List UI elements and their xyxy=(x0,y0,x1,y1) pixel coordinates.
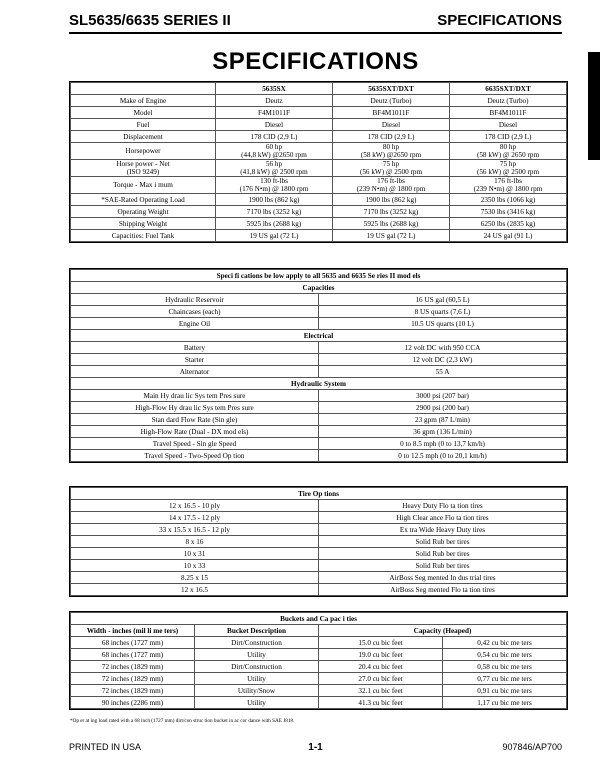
spec-row xyxy=(71,107,567,119)
spec-label: Hydraulic Reservoir xyxy=(71,294,319,306)
capacity-cubic-meters: 0,54 cu bic me ters xyxy=(443,649,567,661)
page-number: 1-1 xyxy=(308,742,323,753)
bucket-width: 68 inches (1727 mm) xyxy=(71,637,195,649)
spec-value: 130 ft-lbs (176 N•m) @ 1800 rpm xyxy=(216,177,333,194)
spec-value: 19 US gal (72 L) xyxy=(333,230,450,242)
spec-value: 2350 lbs (1066 kg) xyxy=(450,194,567,206)
spec-value: Diesel xyxy=(333,119,450,131)
spec-row xyxy=(71,390,567,402)
tire-type: AirBoss Seg mented In dus trial tires xyxy=(319,572,567,584)
bucket-row xyxy=(71,637,567,649)
spec-value: BF4M1011F xyxy=(333,107,450,119)
spec-value: 7530 lbs (3416 kg) xyxy=(450,206,567,218)
spec-value: Diesel xyxy=(450,119,567,131)
bucket-row xyxy=(71,673,567,685)
table-title-row xyxy=(71,613,567,625)
spec-label: Horse power - Net (ISO 9249) xyxy=(71,160,216,177)
spec-label: Model xyxy=(71,107,216,119)
capacity-cubic-feet: 27.0 cu bic feet xyxy=(319,673,443,685)
section-heading-row xyxy=(71,378,567,390)
bucket-width: 72 inches (1829 mm) xyxy=(71,673,195,685)
spec-row xyxy=(71,143,567,160)
capacity-cubic-meters: 1,17 cu bic me ters xyxy=(443,697,567,709)
table-title: Tire Op tions xyxy=(71,488,567,500)
section-heading-row xyxy=(71,282,567,294)
column-header-row xyxy=(71,625,567,637)
spec-label: Starter xyxy=(71,354,319,366)
column-header: Bucket Description xyxy=(195,625,319,637)
model-column-header: 5635SX xyxy=(216,83,333,95)
spec-row xyxy=(71,194,567,206)
section-tab-marker xyxy=(588,52,600,160)
spec-label: Travel Speed - Two-Speed Op tion xyxy=(71,450,319,462)
spec-row xyxy=(71,131,567,143)
tire-size: 12 x 16.5 - 10 ply xyxy=(71,500,319,512)
spec-row xyxy=(71,318,567,330)
bucket-description: Utility xyxy=(195,673,319,685)
spec-label: Stan dard Flow Rate (Sin gle) xyxy=(71,414,319,426)
bucket-width: 72 inches (1829 mm) xyxy=(71,661,195,673)
buckets-capacities-table xyxy=(70,612,567,709)
footnote: *Op er at ing load rated with a 68 inch (1727 mm) dirt/con struc tion bucket in ac cor dance with SAE J818. xyxy=(70,718,295,724)
spec-value: 178 CID (2,9 L) xyxy=(333,131,450,143)
spec-row xyxy=(71,414,567,426)
column-header: Capacity (Heaped) xyxy=(319,625,567,637)
spec-row xyxy=(71,177,567,194)
spec-value: 176 ft-lbs (239 N•m) @ 1800 rpm xyxy=(450,177,567,194)
tire-type: Solid Rub ber tires xyxy=(319,536,567,548)
model-column-header: 6635SXT/DXT xyxy=(450,83,567,95)
spec-label: Capacities: Fuel Tank xyxy=(71,230,216,242)
tire-row xyxy=(71,548,567,560)
spec-row xyxy=(71,354,567,366)
spec-label: Shipping Weight xyxy=(71,218,216,230)
tire-row xyxy=(71,584,567,596)
tire-size: 8 x 16 xyxy=(71,536,319,548)
spec-value: 23 gpm (87 L/min) xyxy=(319,414,567,426)
spec-label: Battery xyxy=(71,342,319,354)
spec-value: 12 volt DC with 950 CCA xyxy=(319,342,567,354)
spec-value: 80 hp (58 kW) @ 2650 rpm xyxy=(450,143,567,160)
spec-value: Deutz xyxy=(216,95,333,107)
section-heading: Capacities xyxy=(71,282,567,294)
spec-row xyxy=(71,160,567,177)
spec-row xyxy=(71,294,567,306)
spec-label: High-Flow Rate (Dual - DX mod els) xyxy=(71,426,319,438)
tire-size: 12 x 16.5 xyxy=(71,584,319,596)
tire-type: Heavy Duty Flo ta tion tires xyxy=(319,500,567,512)
spec-value: BF4M1011F xyxy=(450,107,567,119)
spec-value: 6250 lbs (2835 kg) xyxy=(450,218,567,230)
spec-row xyxy=(71,366,567,378)
spec-value: 36 gpm (136 L/min) xyxy=(319,426,567,438)
spec-label: Main Hy drau lic Sys tem Pres sure xyxy=(71,390,319,402)
tire-row xyxy=(71,572,567,584)
models-spec-table xyxy=(70,82,567,242)
bucket-width: 72 inches (1829 mm) xyxy=(71,685,195,697)
spec-label: Engine Oil xyxy=(71,318,319,330)
bucket-description: Dirt/Construction xyxy=(195,637,319,649)
document-number: 907846/AP700 xyxy=(502,742,562,752)
spec-row xyxy=(71,218,567,230)
spec-label: High-Flow Hy drau lic Sys tem Pres sure xyxy=(71,402,319,414)
spec-value: 178 CID (2,9 L) xyxy=(216,131,333,143)
spec-value: 0 to 8.5 mph (0 to 13,7 km/h) xyxy=(319,438,567,450)
tire-type: High Clear ance Flo ta tion tires xyxy=(319,512,567,524)
tire-type: AirBoss Seg mented Flo ta tion tires xyxy=(319,584,567,596)
footer-printed: PRINTED IN USA xyxy=(69,742,142,752)
capacity-cubic-meters: 0,58 cu bic me ters xyxy=(443,661,567,673)
spec-value: 7170 lbs (3252 kg) xyxy=(333,206,450,218)
tire-type: Solid Rub ber tires xyxy=(319,548,567,560)
spec-label-header xyxy=(71,83,216,95)
spec-value: 75 hp (56 kW) @ 2500 rpm xyxy=(333,160,450,177)
spec-value: 60 hp (44,8 kW) @2650 rpm xyxy=(216,143,333,160)
tire-size: 33 x 15.5 x 16.5 - 12 ply xyxy=(71,524,319,536)
spec-row xyxy=(71,206,567,218)
capacity-cubic-feet: 15.0 cu bic feet xyxy=(319,637,443,649)
all-models-spec-table xyxy=(70,269,567,462)
spec-value: 0 to 12.5 mph (0 to 20,1 km/h) xyxy=(319,450,567,462)
spec-value: 7170 lbs (3252 kg) xyxy=(216,206,333,218)
tire-type: Solid Rub ber tires xyxy=(319,560,567,572)
spec-row xyxy=(71,306,567,318)
spec-value: Diesel xyxy=(216,119,333,131)
spec-row xyxy=(71,426,567,438)
spec-value: 178 CID (2,9 L) xyxy=(450,131,567,143)
tire-row xyxy=(71,536,567,548)
bucket-row xyxy=(71,697,567,709)
spec-label: Displacement xyxy=(71,131,216,143)
page-title: SPECIFICATIONS xyxy=(212,48,419,75)
spec-row xyxy=(71,438,567,450)
header-rule xyxy=(69,32,562,34)
spec-row xyxy=(71,342,567,354)
spec-label: Fuel xyxy=(71,119,216,131)
table-title-row xyxy=(71,488,567,500)
header-section: SPECIFICATIONS xyxy=(437,12,562,29)
table-title: Buckets and Ca pac i ties xyxy=(71,613,567,625)
section-heading-row xyxy=(71,330,567,342)
bucket-row xyxy=(71,685,567,697)
tire-row xyxy=(71,560,567,572)
spec-label: Travel Speed - Sin gle Speed xyxy=(71,438,319,450)
spec-row xyxy=(71,402,567,414)
capacity-cubic-meters: 0,77 cu bic me ters xyxy=(443,673,567,685)
spec-row xyxy=(71,119,567,131)
spec-value: 12 volt DC (2,3 kW) xyxy=(319,354,567,366)
spec-label: Chaincases (each) xyxy=(71,306,319,318)
tire-options-table xyxy=(70,487,567,596)
tire-size: 10 x 33 xyxy=(71,560,319,572)
page-header xyxy=(69,10,562,34)
spec-value: Deutz (Turbo) xyxy=(333,95,450,107)
spec-value: 5925 lbs (2688 kg) xyxy=(216,218,333,230)
spec-value: 55 A xyxy=(319,366,567,378)
bucket-description: Utility/Snow xyxy=(195,685,319,697)
spec-value: 16 US gal (60,5 L) xyxy=(319,294,567,306)
section-heading: Electrical xyxy=(71,330,567,342)
header-model: SL5635/6635 SERIES II xyxy=(69,12,231,29)
spec-label: Torque - Max i mum xyxy=(71,177,216,194)
spec-row xyxy=(71,230,567,242)
spec-row xyxy=(71,95,567,107)
bucket-description: Utility xyxy=(195,697,319,709)
bucket-description: Utility xyxy=(195,649,319,661)
table-title: Speci fi cations be low apply to all 5635 and 6635 Se ries II mod els xyxy=(71,270,567,282)
spec-value: 2900 psi (200 bar) xyxy=(319,402,567,414)
spec-value: F4M1011F xyxy=(216,107,333,119)
spec-value: 1900 lbs (862 kg) xyxy=(333,194,450,206)
spec-value: 8 US quarts (7,6 L) xyxy=(319,306,567,318)
bucket-description: Dirt/Construction xyxy=(195,661,319,673)
spec-value: 56 hp (41,8 kW) @ 2500 rpm xyxy=(216,160,333,177)
capacity-cubic-feet: 32.1 cu bic feet xyxy=(319,685,443,697)
spec-label: Alternator xyxy=(71,366,319,378)
tire-type: Ex tra Wide Heavy Duty tires xyxy=(319,524,567,536)
spec-label: Make of Engine xyxy=(71,95,216,107)
spec-value: 1900 lbs (862 kg) xyxy=(216,194,333,206)
bucket-width: 68 inches (1727 mm) xyxy=(71,649,195,661)
capacity-cubic-meters: 0,91 cu bic me ters xyxy=(443,685,567,697)
spec-row xyxy=(71,450,567,462)
spec-value: 19 US gal (72 L) xyxy=(216,230,333,242)
spec-value: 24 US gal (91 L) xyxy=(450,230,567,242)
tire-size: 10 x 31 xyxy=(71,548,319,560)
tire-row xyxy=(71,500,567,512)
spec-value: 10.5 US quarts (10 L) xyxy=(319,318,567,330)
bucket-row xyxy=(71,661,567,673)
bucket-width: 90 inches (2286 mm) xyxy=(71,697,195,709)
capacity-cubic-feet: 20.4 cu bic feet xyxy=(319,661,443,673)
tire-size: 14 x 17.5 - 12 ply xyxy=(71,512,319,524)
spec-value: 5925 lbs (2688 kg) xyxy=(333,218,450,230)
spec-value: 3000 psi (207 bar) xyxy=(319,390,567,402)
spec-value: 80 hp (58 kW) @2650 rpm xyxy=(333,143,450,160)
bucket-row xyxy=(71,649,567,661)
tire-row xyxy=(71,524,567,536)
tire-size: 8.25 x 15 xyxy=(71,572,319,584)
spec-value: Deutz (Turbo) xyxy=(450,95,567,107)
spec-label: *SAE-Rated Operating Load xyxy=(71,194,216,206)
section-heading: Hydraulic System xyxy=(71,378,567,390)
table-title-row xyxy=(71,270,567,282)
capacity-cubic-feet: 19.0 cu bic feet xyxy=(319,649,443,661)
spec-value: 75 hp (56 kW) @ 2500 rpm xyxy=(450,160,567,177)
tire-row xyxy=(71,512,567,524)
spec-label: Horsepower xyxy=(71,143,216,160)
spec-value: 176 ft-lbs (239 N•m) @ 1800 rpm xyxy=(333,177,450,194)
page-footer xyxy=(69,742,562,756)
capacity-cubic-feet: 41.3 cu bic feet xyxy=(319,697,443,709)
spec-label: Operating Weight xyxy=(71,206,216,218)
model-column-header: 5635SXT/DXT xyxy=(333,83,450,95)
column-header: Width - inches (mil li me ters) xyxy=(71,625,195,637)
models-header-row xyxy=(71,83,567,95)
capacity-cubic-meters: 0,42 cu bic me ters xyxy=(443,637,567,649)
